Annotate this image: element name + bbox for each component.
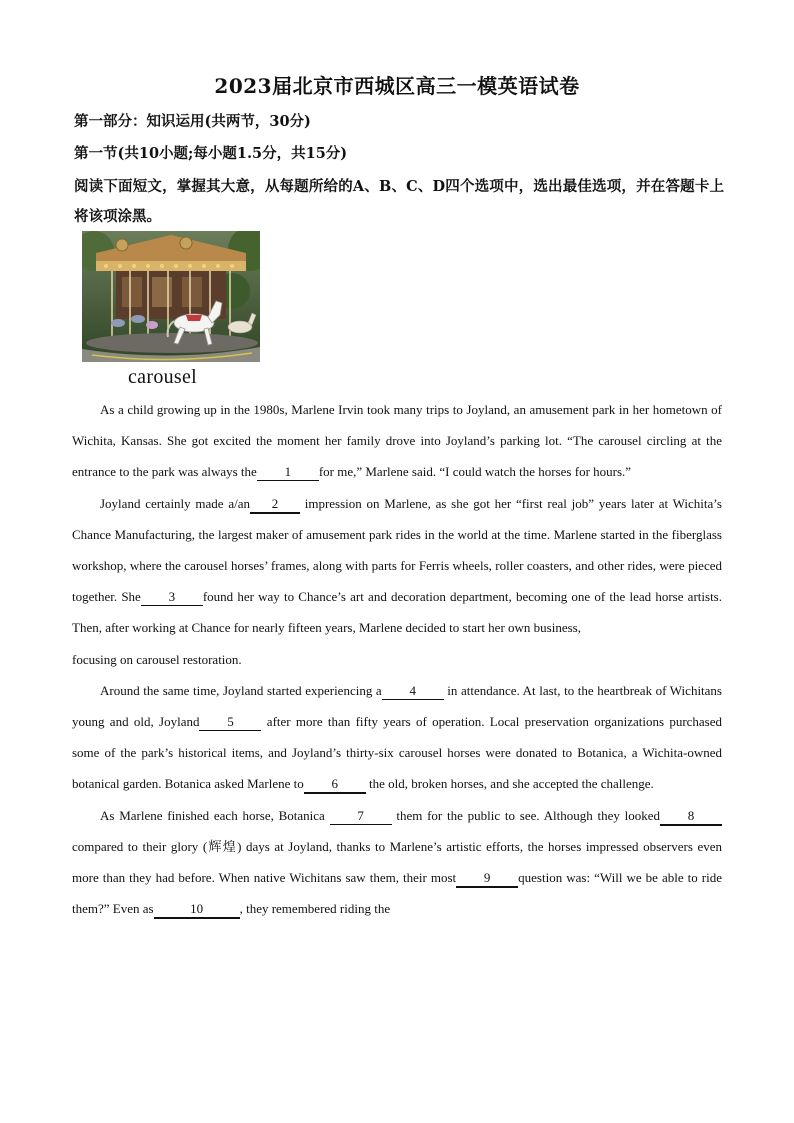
photo-caption: carousel <box>128 366 198 388</box>
paragraph-3 <box>72 675 722 800</box>
paragraph-4 <box>72 800 722 925</box>
passage-text: for me,” Marlene said. “I could watch the horses for hours.” <box>318 464 632 480</box>
blank-6: 6 <box>304 776 366 794</box>
passage-text: the old, broken horses, and she accepted the challenge. <box>369 776 654 792</box>
blank-1: 1 <box>257 464 319 481</box>
passage-text: them for the public to see. Although they looked <box>396 807 661 823</box>
carousel-photo <box>82 231 260 362</box>
passage-text: after more than fifty years of operation. Local preservation organizations purchased some of the park’s historical items, and Joyland’s thirty-six carousel horses were donated to Botanica, a Wichita-owned botanical garden. Botanica asked Marlene to <box>72 714 723 792</box>
passage-text: found her way to Chance’s art and decoration department, becoming one of the lead horse artists. Then, after working at Chance for nearly fifteen years, Marlene decided to start her own business, <box>72 589 722 636</box>
blank-9: 9 <box>456 870 518 888</box>
passage-text: Around the same time, Joyland started experiencing a <box>100 682 382 698</box>
passage-text: Joyland certainly made a/an <box>100 495 250 511</box>
passage-text: As Marlene finished each horse, Botanica <box>100 807 325 823</box>
blank-4: 4 <box>382 683 444 700</box>
page-title: 2023届北京市西城区高三一模英语试卷 <box>214 74 580 98</box>
paragraph-1 <box>72 394 722 488</box>
paragraph-2-continued: focusing on carousel restoration. <box>72 651 242 667</box>
blank-2: 2 <box>250 496 300 514</box>
passage-text: impression on Marlene, as she got her “first real job” years later at Wichita’s Chance Manufacturing, the largest maker of amusement park rides in the world at the time. Marlene started in the fiberglass workshop, where the carousel horses’ frames, along with parts for Ferris wheels, roller coasters, and other rides, were pieced together. She <box>72 495 722 605</box>
paragraph-2 <box>72 488 722 644</box>
part-heading: 第一部分：知识运用(共两节，30分) <box>74 113 311 130</box>
blank-10: 10 <box>154 901 240 919</box>
instructions: 阅读下面短文，掌握其大意，从每题所给的A、B、C、D四个选项中，选出最佳选项，并在答题卡上将该项涂黑。 <box>74 178 724 225</box>
cloze-passage <box>72 394 722 924</box>
passage-text: As a child growing up in the 1980s, Marlene Irvin took many trips to Joyland, an amusement park in her hometown of Wichita, Kansas. She got excited the moment her family drove into Joyland’s parking lot. “The carousel circling at the entrance to the park was always the <box>72 402 722 480</box>
section-heading: 第一节(共10小题;每小题1.5分，共15分) <box>74 145 348 162</box>
blank-8: 8 <box>660 808 722 826</box>
blank-7: 7 <box>330 808 392 825</box>
passage-text: compared to their glory (辉煌) days at Joyland, thanks to Marlene’s artistic efforts, the horses impressed observers even more than they had before. When native Wichitans saw them, their most <box>72 838 722 886</box>
passage-text: , they remembered riding the <box>239 901 391 917</box>
blank-3: 3 <box>141 589 203 606</box>
blank-5: 5 <box>199 714 261 731</box>
passage-text: question was: “Will we be able to ride them?” Even as <box>72 870 723 917</box>
passage-text: in attendance. At last, to the heartbreak of Wichitans young and old, Joyland <box>72 682 722 730</box>
